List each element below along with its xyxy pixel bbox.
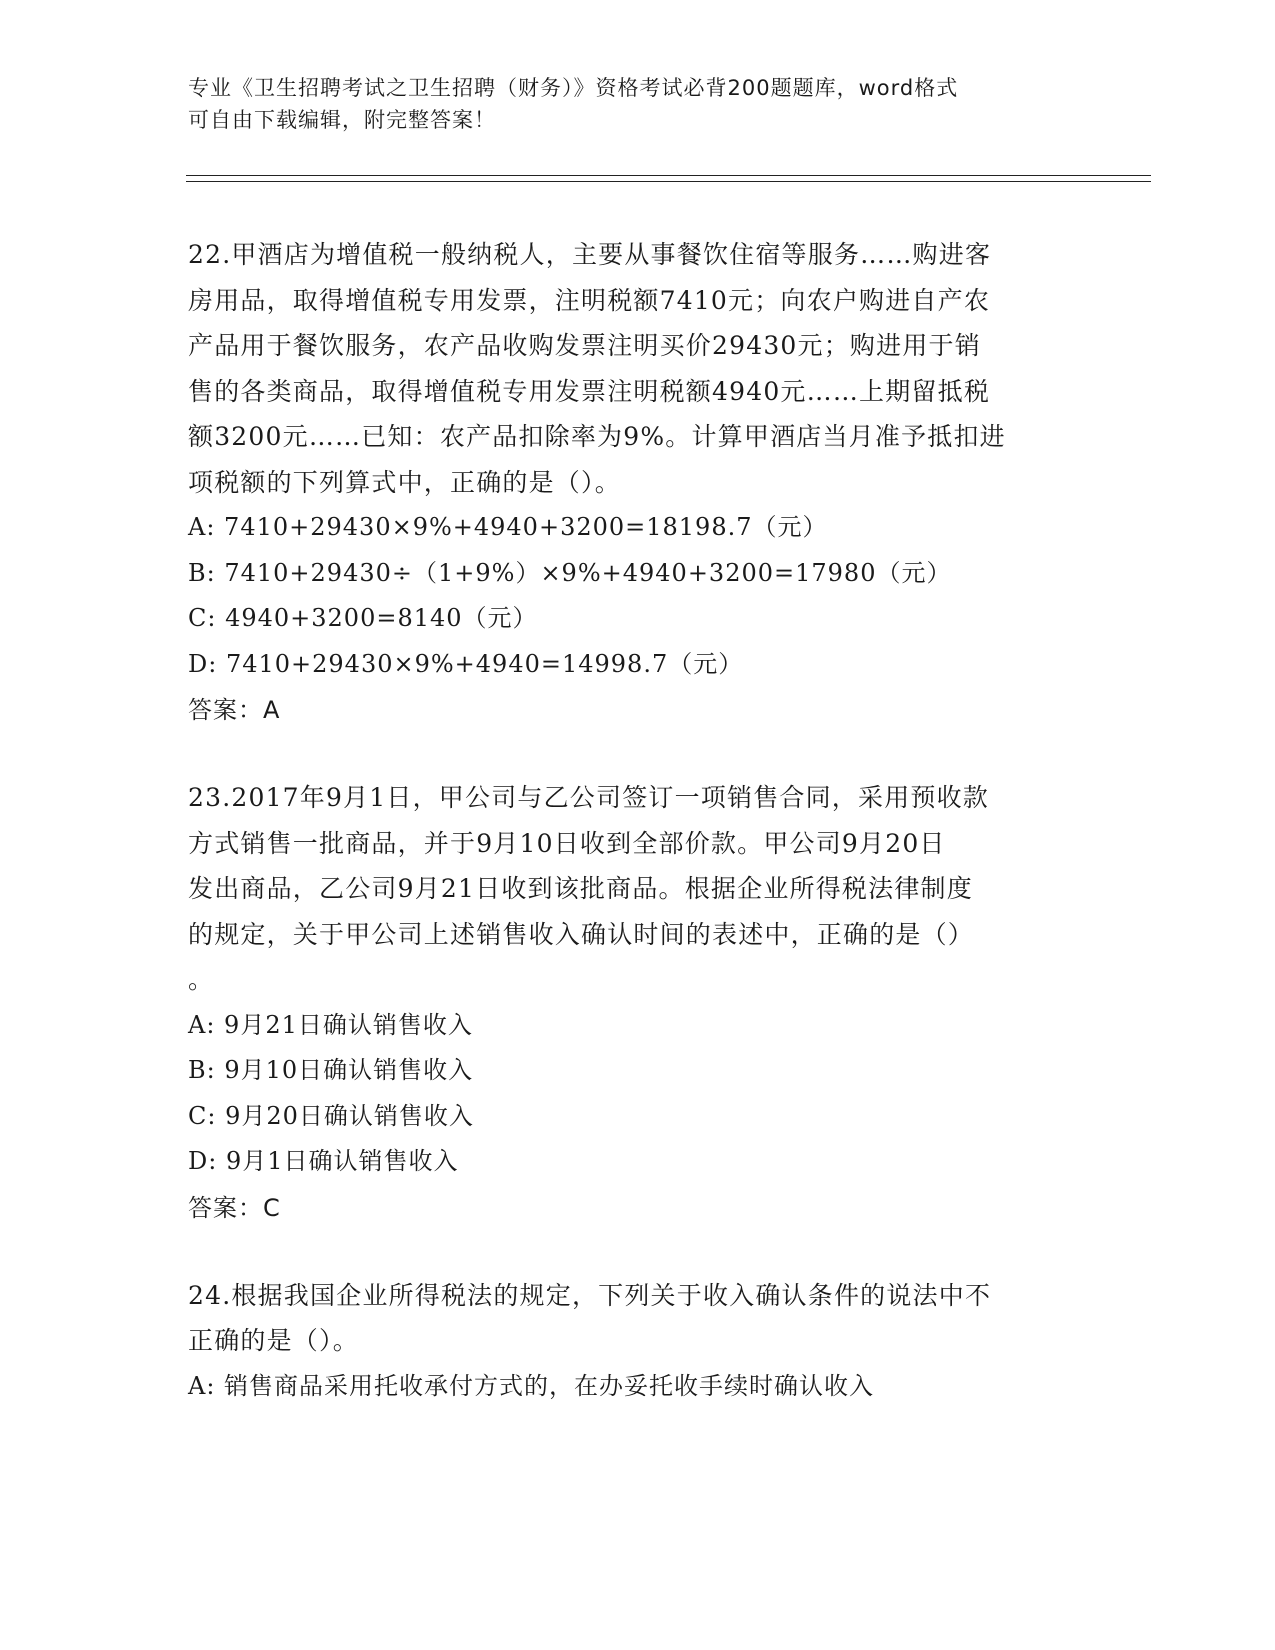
option-a: A: 7410+29430×9%+4940+3200=18198.7（元） [188, 513, 828, 541]
option-c: C: 4940+3200=8140（元） [188, 604, 538, 632]
option-c: C: 9月20日确认销售收入 [188, 1101, 474, 1130]
stem-line: 售的各类商品，取得增值税专用发票注明税额4940元……上期留抵税 [188, 376, 991, 406]
question-22 [188, 232, 1088, 733]
stem-line: 正确的是（）。 [188, 1326, 359, 1355]
question-23 [188, 775, 1088, 1231]
stem-line: 项税额的下列算式中，正确的是（）。 [188, 467, 621, 497]
header-divider-top [186, 175, 1151, 176]
header-divider-bottom [186, 181, 1151, 182]
answer: 答案：A [188, 696, 281, 724]
stem-line: 24.根据我国企业所得税法的规定，下列关于收入确认条件的说法中不 [188, 1280, 992, 1310]
option-a: A: 9月21日确认销售收入 [188, 1010, 473, 1039]
header-line-2: 可自由下载编辑，附完整答案！ [188, 108, 496, 132]
option-d: D: 7410+29430×9%+4940=14998.7（元） [188, 649, 744, 678]
stem-line: 产品用于餐饮服务，农产品收购发票注明买价29430元；购进用于销 [188, 331, 981, 360]
stem-line: 22.甲酒店为增值税一般纳税人，主要从事餐饮住宿等服务……购进客 [188, 240, 992, 269]
question-24 [188, 1273, 1088, 1410]
question-stem [188, 232, 1088, 505]
answer: 答案：C [188, 1193, 281, 1222]
option-b: B: 7410+29430÷（1+9%）×9%+4940+3200=17980（元） [188, 558, 952, 587]
stem-line: 方式销售一批商品，并于9月10日收到全部价款。甲公司9月20日 [188, 828, 946, 858]
question-stem [188, 1273, 1088, 1364]
stem-line: 。 [188, 965, 215, 994]
option-a: A: 销售商品采用托收承付方式的，在办妥托收手续时确认收入 [188, 1371, 875, 1400]
question-stem [188, 775, 1088, 1003]
stem-line: 房用品，取得增值税专用发票，注明税额7410元；向农户购进自产农 [188, 285, 991, 315]
document-header [188, 72, 1078, 136]
question-list [188, 232, 1088, 1451]
stem-line: 的规定，关于甲公司上述销售收入确认时间的表述中，正确的是（） [188, 919, 975, 949]
stem-line: 发出商品，乙公司9月21日收到该批商品。根据企业所得税法律制度 [188, 874, 973, 903]
stem-line: 额3200元……已知：农产品扣除率为9%。计算甲酒店当月准予抵扣进 [188, 422, 1006, 451]
stem-line: 23.2017年9月1日，甲公司与乙公司签订一项销售合同，采用预收款 [188, 783, 989, 812]
option-d: D: 9月1日确认销售收入 [188, 1147, 459, 1175]
header-line-1: 专业《卫生招聘考试之卫生招聘（财务）》资格考试必背200题题库，word格式 [188, 76, 959, 100]
option-b: B: 9月10日确认销售收入 [188, 1056, 474, 1084]
